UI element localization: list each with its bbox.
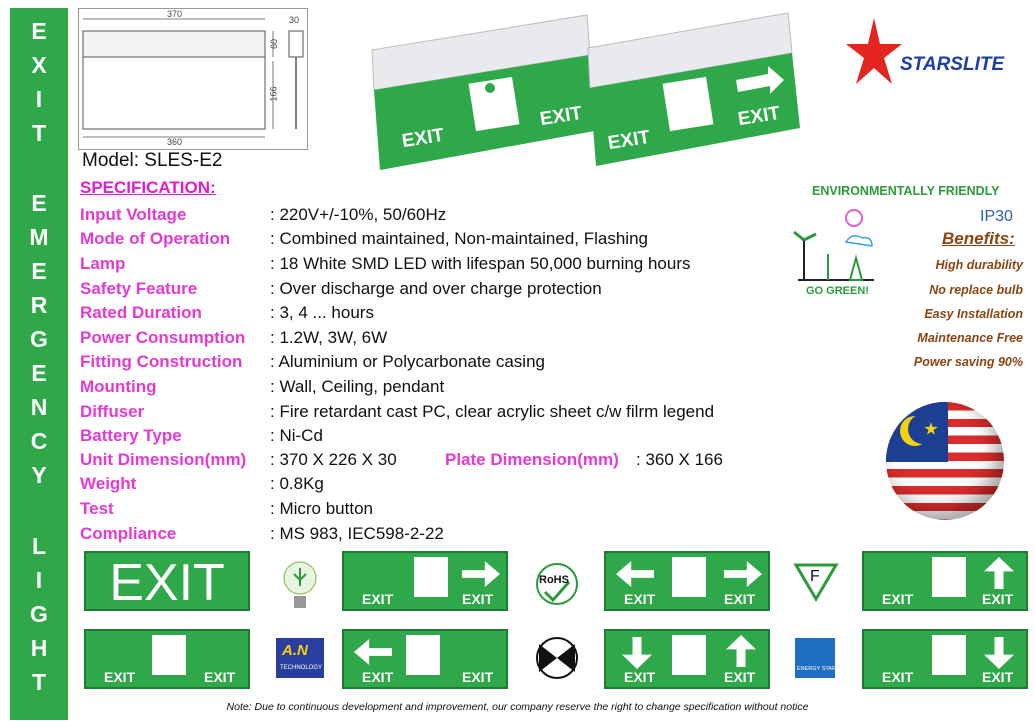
exit-sign-man-up-arrow [862, 551, 1028, 611]
spec-label: Diffuser [80, 402, 145, 421]
exit-sign-product-left-svg [362, 10, 602, 170]
sidebar-letter: M [29, 224, 49, 250]
exit-sign-left-arrow-man [342, 629, 508, 689]
spec-label: Mounting [80, 377, 157, 396]
running-man-icon [152, 635, 186, 675]
spec-value: : 370 X 226 X 30 [270, 450, 397, 469]
product-left-exit-right: EXIT [538, 102, 584, 131]
dim-height: 166 [268, 86, 279, 102]
sign-exit-label: EXIT [982, 591, 1014, 607]
spec-value: : Ni-Cd [270, 426, 323, 445]
spec-label: Unit Dimension(mm) [80, 450, 247, 469]
sidebar-letter: Y [31, 462, 47, 488]
benefits-title: Benefits: [942, 229, 1015, 248]
dim-plate: 360 [167, 137, 183, 147]
vertical-title-bar [10, 8, 68, 720]
product-left-exit: EXIT [400, 124, 446, 153]
f-mark-text: F [810, 568, 820, 585]
technical-drawing [78, 8, 308, 150]
sign-exit-label: EXIT [362, 591, 394, 607]
starslite-star-logo-icon [844, 14, 904, 94]
spec-heading: SPECIFICATION: [80, 178, 216, 197]
arrow-right-icon [462, 561, 500, 587]
sidebar-letter: G [30, 326, 48, 352]
ip-rating: IP30 [980, 208, 1013, 225]
benefit-item: Maintenance Free [917, 331, 1023, 345]
spec-value: : 1.2W, 3W, 6W [270, 328, 388, 347]
rohs-badge-icon [535, 560, 579, 608]
an-logo-subtext: TECHNOLOGY [280, 665, 323, 671]
running-man-icon [672, 635, 706, 675]
spec-label: Compliance [80, 524, 177, 543]
sign-exit-label: EXIT [882, 669, 914, 685]
arrow-left-icon [354, 639, 392, 665]
exit-sign-down-man-up [604, 629, 770, 689]
energy-star-logo [795, 638, 835, 678]
spec-value: : Aluminium or Polycarbonate casing [270, 352, 545, 371]
exit-sign-left-man-right [604, 551, 770, 611]
rohs-text: RoHS [539, 574, 569, 586]
sidebar-letter: I [35, 86, 43, 112]
product-photo-right [578, 8, 810, 168]
sidebar-letter: E [31, 258, 47, 284]
sign-exit-label: EXIT [982, 669, 1014, 685]
sign-exit-label: EXIT [624, 591, 656, 607]
spec-label: Lamp [80, 254, 126, 273]
sign-exit-label: EXIT [462, 669, 494, 685]
spec-label: Test [80, 499, 114, 518]
dimension-drawing-svg [79, 9, 307, 149]
spec-value: : Fire retardant cast PC, clear acrylic sheet c/w filrm legend [270, 402, 715, 421]
sidebar-letter: H [30, 635, 48, 661]
benefit-item: No replace bulb [929, 283, 1023, 297]
benefit-item: Easy Installation [924, 307, 1023, 321]
spec-value: : 3, 4 ... hours [270, 303, 374, 322]
eco-bulb-icon [280, 560, 320, 612]
arrow-up-icon [984, 557, 1014, 589]
sidebar-letter: E [31, 360, 47, 386]
go-green-illustration-icon [788, 204, 878, 286]
sidebar-letter: I [35, 567, 43, 593]
sidebar-letter: G [30, 601, 48, 627]
exit-sign-man-down-arrow [862, 629, 1028, 689]
an-logo-text: A.N [282, 642, 308, 659]
sign-exit-label: EXIT [882, 591, 914, 607]
product-right-exit: EXIT [606, 126, 652, 155]
disclaimer-note: Note: Due to continuous development and improvement, our company reserve the right to change specification without notice [226, 701, 809, 713]
sidebar-letter: T [31, 669, 47, 695]
sign-exit-label: EXIT [204, 669, 236, 685]
plate-value: : 360 X 166 [636, 450, 723, 469]
f-mark-triangle-icon [793, 562, 839, 602]
brand-name: STARSLITE [900, 54, 1005, 75]
arrow-right-icon [724, 561, 762, 587]
sidebar-letter: T [31, 120, 47, 146]
go-green-label: GO GREEN! [806, 285, 869, 297]
spec-value: : 18 White SMD LED with lifespan 50,000 burning hours [270, 254, 691, 273]
spec-label: Input Voltage [80, 205, 187, 224]
running-man-icon [932, 557, 966, 597]
energy-star-text: ENERGY STAR [797, 666, 836, 672]
benefit-item: Power saving 90% [913, 355, 1023, 369]
product-right-exit-right: EXIT [736, 102, 782, 131]
benefit-item: High durability [935, 258, 1023, 272]
sidebar-letter: E [31, 18, 47, 44]
spec-label: Mode of Operation [80, 229, 231, 248]
arrow-left-icon [616, 561, 654, 587]
an-technology-logo [276, 638, 324, 678]
running-man-icon [932, 635, 966, 675]
sign-exit-label: EXIT [462, 591, 494, 607]
exit-big-text: EXIT [109, 554, 225, 612]
spec-value: : Over discharge and over charge protection [270, 279, 602, 298]
sign-exit-label: EXIT [104, 669, 136, 685]
ce-mark-icon [535, 636, 579, 680]
spec-value: : Micro button [270, 499, 373, 518]
arrow-up-icon [726, 635, 756, 667]
product-photo-left [362, 10, 602, 170]
running-man-icon [414, 557, 448, 597]
sign-exit-label: EXIT [724, 591, 756, 607]
exit-sign-man-center [84, 629, 250, 689]
arrow-down-icon [984, 637, 1014, 669]
exit-sign-text-only [84, 551, 250, 611]
sidebar-letter: R [30, 292, 48, 318]
sign-exit-label: EXIT [724, 669, 756, 685]
spec-value: : Wall, Ceiling, pendant [270, 377, 445, 396]
spec-label: Rated Duration [80, 303, 202, 322]
plate-label: Plate Dimension(mm) [445, 450, 619, 469]
environment-title: ENVIRONMENTALLY FRIENDLY [812, 184, 1000, 198]
spec-value: : 0.8Kg [270, 474, 324, 493]
spec-label: Fitting Construction [80, 352, 243, 371]
sign-exit-label: EXIT [624, 669, 656, 685]
exit-sign-man-right-arrow [342, 551, 508, 611]
model-number: Model: SLES-E2 [82, 150, 223, 171]
sidebar-letter: L [31, 533, 47, 559]
running-man-icon [406, 635, 440, 675]
spec-value: : Combined maintained, Non-maintained, Flashing [270, 229, 648, 248]
spec-label: Battery Type [80, 426, 182, 445]
spec-label: Power Consumption [80, 328, 246, 347]
spec-label: Weight [80, 474, 137, 493]
dim-top: 60 [269, 38, 280, 50]
running-man-icon [672, 557, 706, 597]
spec-value: : MS 983, IEC598-2-22 [270, 524, 444, 543]
sign-exit-label: EXIT [362, 669, 394, 685]
malaysia-flag-globe-icon [886, 402, 1004, 520]
spec-label: Safety Feature [80, 279, 198, 298]
spec-value: : 220V+/-10%, 50/60Hz [270, 205, 447, 224]
arrow-down-icon [622, 637, 652, 669]
sidebar-letter: E [31, 190, 47, 216]
sidebar-letter: X [31, 52, 47, 78]
sidebar-letter: N [30, 394, 48, 420]
sidebar-letter: C [30, 428, 48, 454]
dim-width: 370 [167, 9, 183, 19]
dim-depth: 30 [289, 15, 300, 25]
